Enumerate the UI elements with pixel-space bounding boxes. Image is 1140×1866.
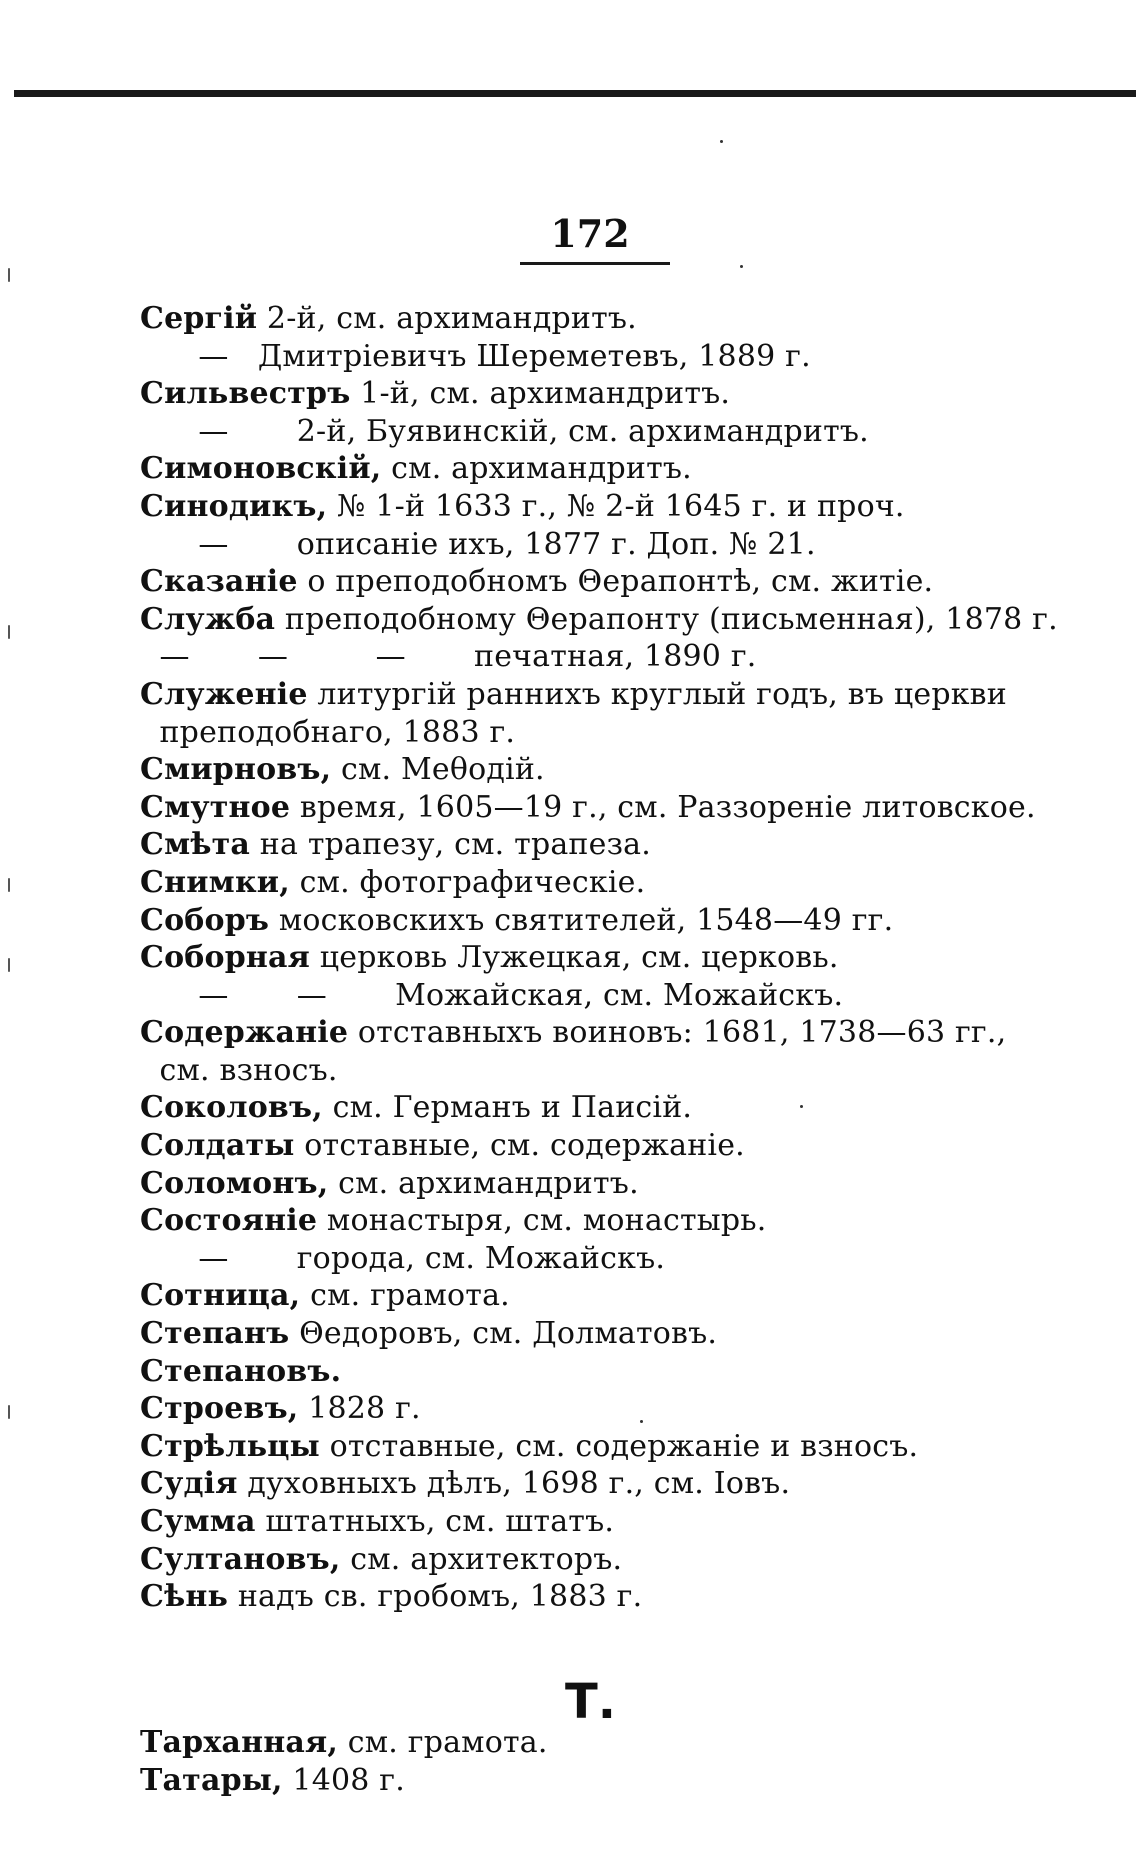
entry-text: отставныхъ воиновъ: 1681, 1738—63 гг.,: [348, 1015, 1007, 1051]
entry-text: см. архитекторъ.: [340, 1541, 623, 1577]
index-entry: [140, 1578, 1090, 1616]
entry-headword: Смѣта: [140, 827, 251, 863]
index-entry: [140, 1014, 1090, 1052]
index-entry: [140, 488, 1090, 526]
index-entry: [140, 450, 1090, 488]
entry-headword: Содержаніе: [140, 1015, 349, 1051]
index-entry: [140, 1089, 1090, 1127]
index-entry: [140, 1240, 1090, 1278]
index-entry: [140, 1353, 1090, 1391]
entry-text: преподобному Θерапонту (письменная), 1878 г.: [275, 601, 1058, 637]
index-entry: [140, 413, 1090, 451]
entry-headword: Смирновъ,: [140, 752, 332, 788]
entry-headword: Солдаты: [140, 1128, 295, 1164]
index-entry: [140, 789, 1090, 827]
entry-text: Θедоровъ, см. Долматовъ.: [289, 1316, 718, 1352]
scan-speck: [8, 268, 10, 282]
index-entry: [140, 375, 1090, 413]
entry-headword: Соколовъ,: [140, 1090, 323, 1126]
entry-text: время, 1605—19 г., см. Раззореніе литовское.: [290, 789, 1036, 825]
index-entry: [140, 826, 1090, 864]
entry-text: см. Германъ и Паисій.: [322, 1090, 693, 1126]
entry-text: — города, см. Можайскъ.: [140, 1240, 666, 1276]
entry-text: 1-й, см. архимандритъ.: [350, 376, 731, 412]
entry-text: см. архимандритъ.: [328, 1165, 639, 1201]
scan-speck: [800, 1105, 803, 1108]
entry-text: см. грамота.: [300, 1278, 510, 1314]
index-entry: [140, 939, 1090, 977]
entry-text: 1828 г.: [298, 1391, 421, 1427]
entry-headword: Синодикъ,: [140, 488, 328, 524]
entry-text: о преподобномъ Θерапонтѣ, см. житіе.: [297, 564, 934, 600]
entry-text: литургій раннихъ круглый годъ, въ церкви: [307, 676, 1007, 712]
index-entry: [140, 864, 1090, 902]
index-entry: [140, 1277, 1090, 1315]
entry-text: монастыря, см. монастырь.: [317, 1203, 767, 1239]
entry-headword: Состояніе: [140, 1203, 318, 1239]
entry-headword: Стрѣльцы: [140, 1428, 320, 1464]
page-number-rule: [520, 262, 670, 265]
entry-text: см. архимандритъ.: [381, 451, 692, 487]
entry-text: штатныхъ, см. штатъ.: [255, 1504, 615, 1539]
entry-headword: Служба: [140, 601, 276, 637]
page-number: 172: [550, 211, 630, 256]
entry-headword: Симоновскій,: [140, 451, 382, 487]
index-entry: [140, 714, 1090, 752]
entry-headword: Снимки,: [140, 864, 290, 900]
index-entry: [140, 638, 1090, 676]
entry-text: отставные, см. содержаніе и взносъ.: [319, 1428, 919, 1464]
entry-headword: Татары,: [140, 1762, 283, 1798]
index-entry: [140, 676, 1090, 714]
entry-headword: Сергій: [140, 301, 258, 336]
entry-text: см. взносъ.: [140, 1052, 338, 1088]
entry-headword: Тарханная,: [140, 1725, 339, 1760]
index-entry: [140, 1165, 1090, 1203]
scan-speck: [8, 958, 10, 972]
index-entries-t: [140, 1724, 1090, 1799]
index-entry: [140, 1541, 1090, 1579]
section-letter: Т.: [565, 1674, 616, 1730]
entry-headword: Сотница,: [140, 1278, 301, 1314]
index-entry: [140, 1315, 1090, 1353]
index-entry: [140, 300, 1090, 338]
index-entry: [140, 1428, 1090, 1466]
index-entry: [140, 1390, 1090, 1428]
entry-text: — — — печатная, 1890 г.: [140, 639, 757, 675]
index-entry: [140, 1762, 1090, 1800]
entry-text: 2-й, см. архимандритъ.: [257, 301, 637, 336]
index-entry: [140, 1052, 1090, 1090]
entry-headword: Сѣнь: [140, 1579, 229, 1615]
entry-headword: Служеніе: [140, 676, 308, 712]
index-entry: [140, 1127, 1090, 1165]
scan-speck: [640, 1420, 643, 1423]
entry-text: — описаніе ихъ, 1877 г. Доп. № 21.: [140, 526, 816, 562]
entry-text: отставные, см. содержаніе.: [294, 1128, 745, 1164]
entry-text: — — Можайская, см. Можайскъ.: [140, 977, 844, 1013]
entry-headword: Сильвестръ: [140, 376, 351, 412]
index-entry: [140, 751, 1090, 789]
scan-speck: [740, 265, 743, 268]
index-entry: [140, 338, 1090, 376]
entry-headword: Соборная: [140, 940, 311, 976]
entry-text: церковь Лужецкая, см. церковь.: [310, 940, 839, 976]
index-entry: [140, 902, 1090, 940]
scan-speck: [8, 1405, 10, 1419]
index-entry: [140, 1465, 1090, 1503]
entry-text: — 2-й, Буявинскій, см. архимандритъ.: [140, 413, 869, 449]
entry-headword: Сказаніе: [140, 564, 298, 600]
entry-headword: Строевъ,: [140, 1391, 299, 1427]
entry-text: см. грамота.: [338, 1725, 548, 1760]
scan-speck: [8, 625, 10, 639]
entry-headword: Соборъ: [140, 902, 270, 938]
index-entry: [140, 1724, 1090, 1762]
entry-text: — Дмитріевичъ Шереметевъ, 1889 г.: [140, 338, 811, 374]
index-entry: [140, 563, 1090, 601]
entry-headword: Соломонъ,: [140, 1165, 329, 1201]
entry-headword: Сумма: [140, 1504, 256, 1539]
entry-text: московскихъ святителей, 1548—49 гг.: [269, 902, 894, 938]
entry-text: № 1-й 1633 г., № 2-й 1645 г. и проч.: [327, 488, 905, 524]
entry-text: преподобнаго, 1883 г.: [140, 714, 516, 750]
entry-text: 1408 г.: [282, 1762, 405, 1798]
scan-speck: [8, 878, 10, 892]
entry-headword: Степанъ: [140, 1316, 290, 1352]
entry-headword: Смутное: [140, 789, 291, 825]
entry-text: см. фотографическіе.: [289, 864, 646, 900]
index-entry: [140, 526, 1090, 564]
entry-text: надъ св. гробомъ, 1883 г.: [228, 1579, 643, 1615]
index-entry: [140, 601, 1090, 639]
entry-text: см. Меθодій.: [331, 752, 545, 788]
entry-headword: Султановъ,: [140, 1541, 341, 1577]
index-entry: [140, 977, 1090, 1015]
top-rule: [14, 90, 1136, 97]
index-entries-s: [140, 300, 1090, 1616]
entry-text: на трапезу, см. трапеза.: [250, 827, 651, 863]
entry-text: духовныхъ дѣлъ, 1698 г., см. Іовъ.: [237, 1466, 791, 1502]
entry-headword: Степановъ.: [140, 1353, 342, 1389]
index-entry: [140, 1202, 1090, 1240]
entry-headword: Судія: [140, 1466, 238, 1502]
scan-speck: [720, 140, 723, 143]
index-entry: [140, 1503, 1090, 1541]
